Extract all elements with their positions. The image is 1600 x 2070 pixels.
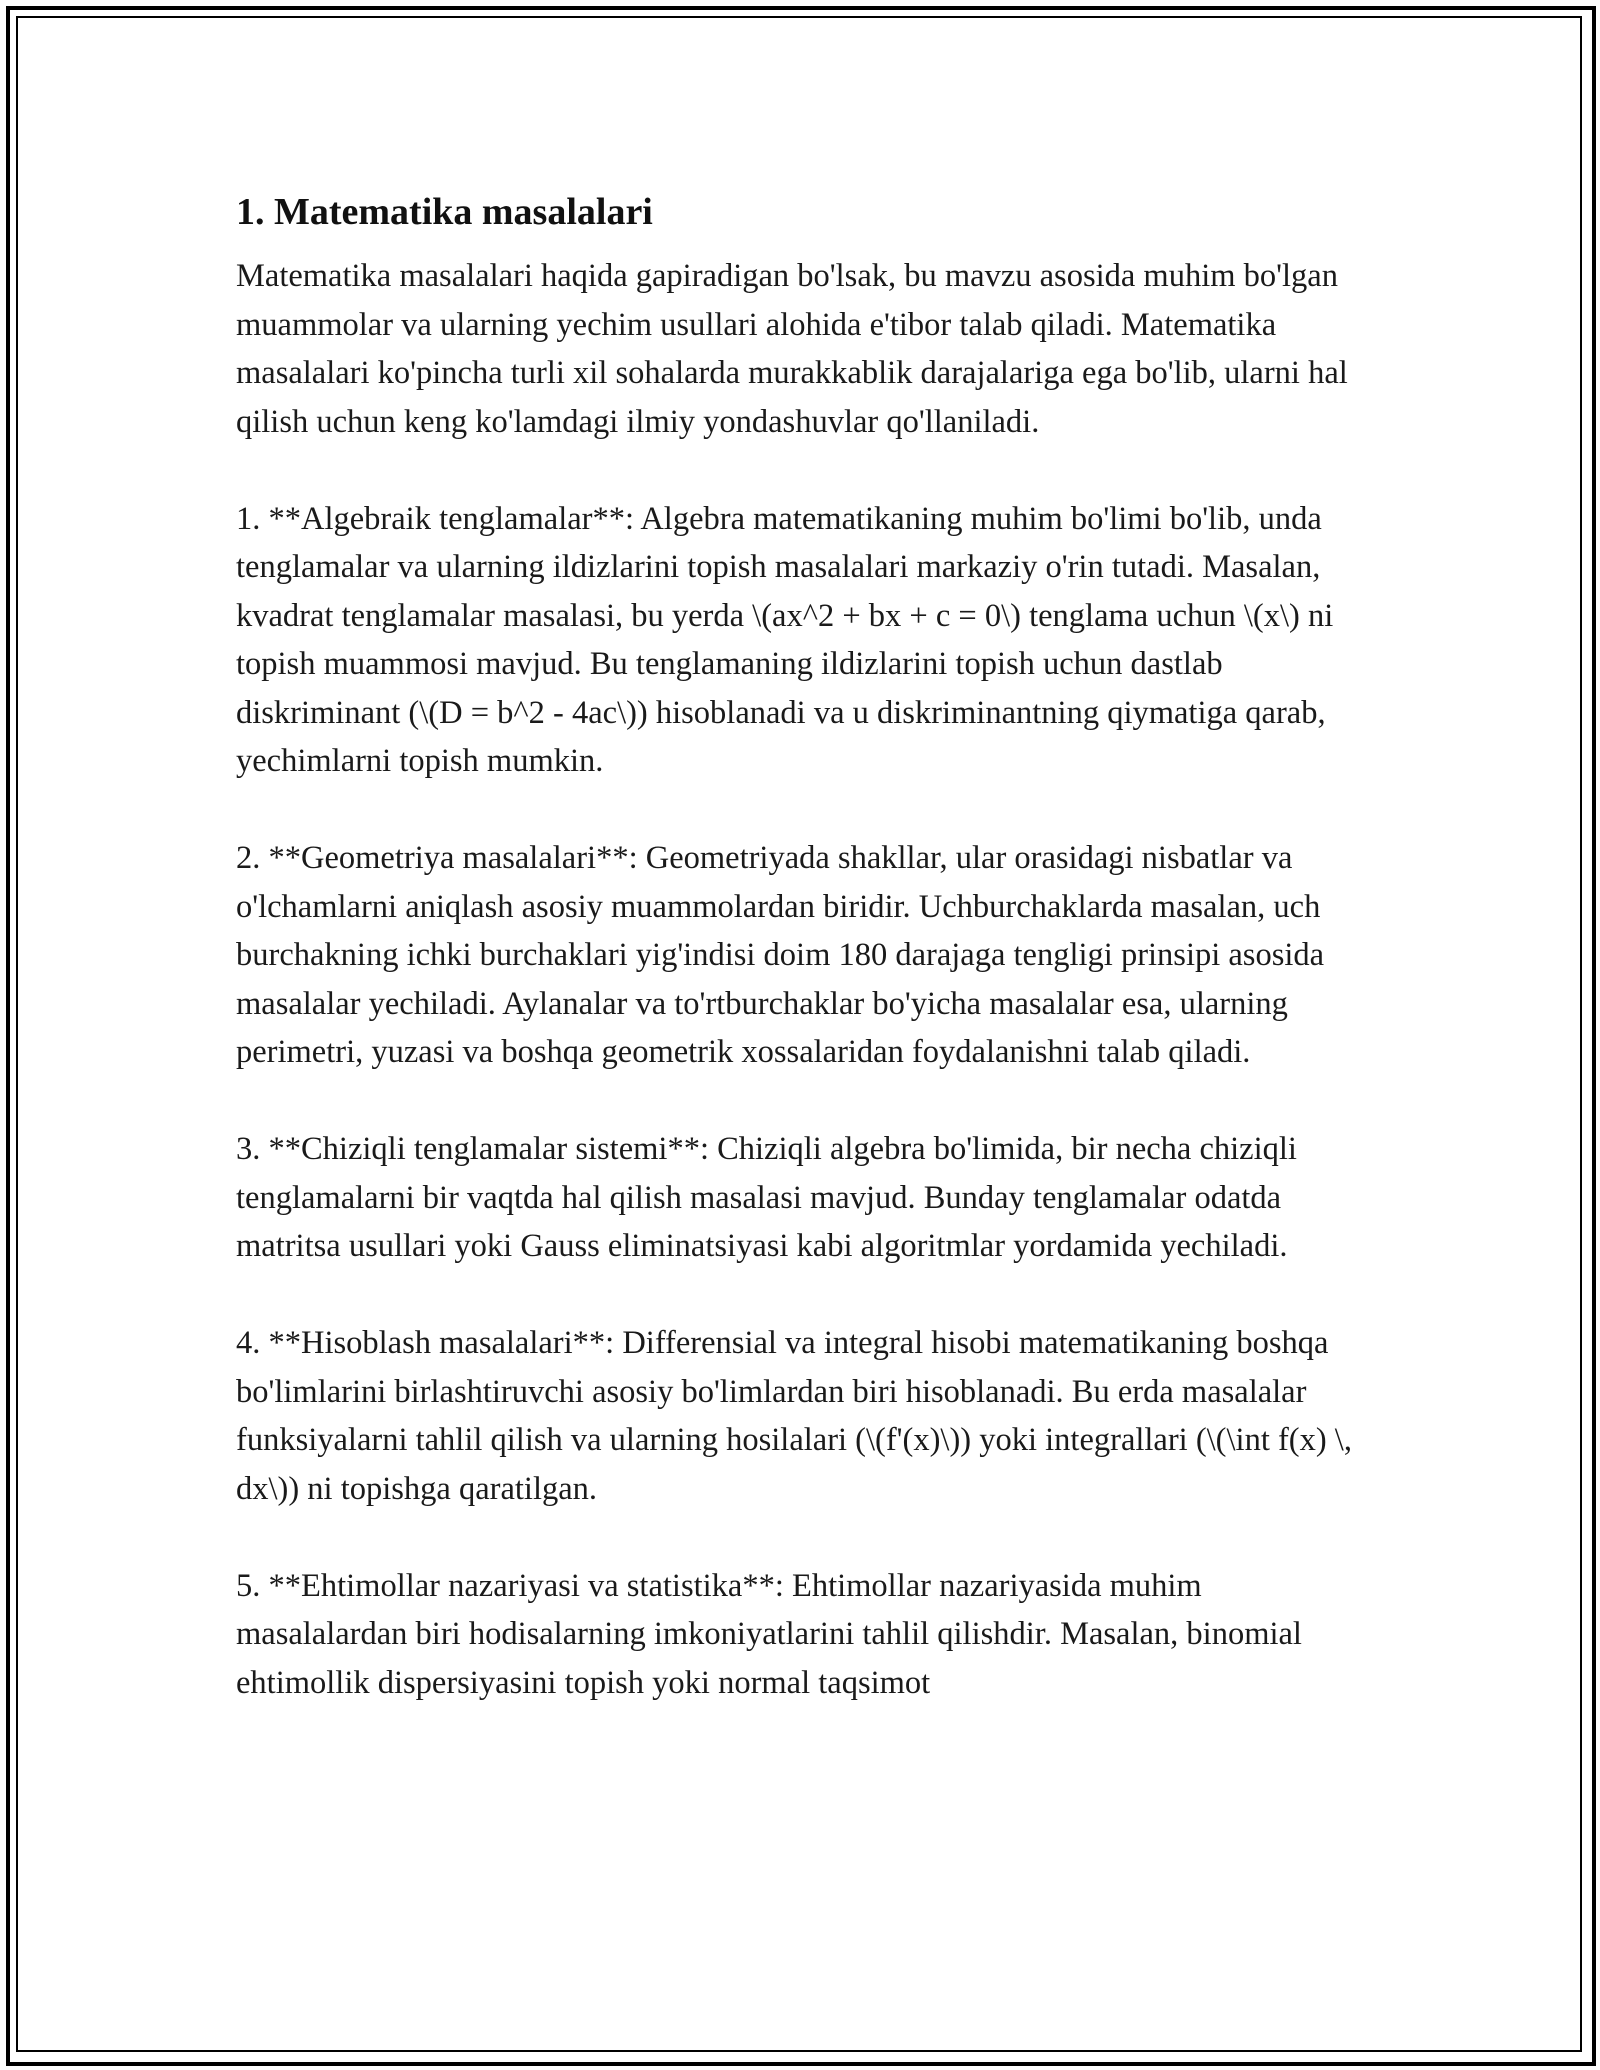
linear-systems-paragraph: 3. **Chiziqli tenglamalar sistemi**: Chiziqli algebra bo'limida, bir necha chiziqli tenglamalarni bir vaqtda hal qilish masalasi mavjud. Bunday tenglamalar odatda matritsa usullari yoki Gauss eliminatsiyasi kabi algoritmlar yordamida yechiladi. — [236, 1131, 1297, 1264]
intro-paragraph: Matematika masalalari haqida gapiradigan bo'lsak, bu mavzu asosida muhim bo'lgan muammolar va ularning yechim usullari alohida e'tibor talab qiladi. Matematika masalalari ko'pincha turli xil sohalarda murakkablik darajalariga ega bo'lib, ularni hal qilish uchun keng ko'lamdagi ilmiy yondashuvlar qo'llaniladi. — [236, 258, 1348, 440]
probability-paragraph: 5. **Ehtimollar nazariyasi va statistika**: Ehtimollar nazariyasida muhim masalalardan biri hodisalarning imkoniyatlarini tahlil qilishdir. Masalan, binomial ehtimollik dispersiyasini topish yoki normal taqsimot — [236, 1567, 1302, 1701]
algebra-paragraph: 1. **Algebraik tenglamalar**: Algebra matematikaning muhim bo'limi bo'lib, unda tenglamalar va ularning ildizlarini topish masalalari markaziy o'rin tutadi. Masalan, kvadrat tenglamalar masalasi, bu yerda \(ax^2 + bx + c = 0\) tenglama uchun \(x\) ni topish muammosi mavjud. Bu tenglamaning ildizlarini topish uchun dastlab diskriminant (\(D = b^2 - 4ac\)) hisoblanadi va u diskriminantning qiymatiga qarab, yechimlarni topish mumkin. — [236, 500, 1334, 779]
calculus-paragraph: 4. **Hisoblash masalalari**: Differensial va integral hisobi matematikaning boshqa bo'limlarini birlashtiruvchi asosiy bo'limlardan biri hisoblanadi. Bu erda masalalar funksiyalarni tahlil qilish va ularning hosilalari (\(f'(x)\)) yoki integrallari (\(\int f(x) \, dx\)) ni topishga qaratilgan. — [236, 1325, 1352, 1507]
document-body — [236, 186, 1376, 1707]
section-heading: 1. Matematika masalalari — [236, 191, 653, 233]
geometry-paragraph: 2. **Geometriya masalalari**: Geometriyada shakllar, ular orasidagi nisbatlar va o'lchamlarni aniqlash asosiy muammolardan biridir. Uchburchaklarda masalan, uch burchakning ichki burchaklari yig'indisi doim 180 darajaga tengligi prinsipi asosida masalalar yechiladi. Aylanalar va to'rtburchaklar bo'yicha masalalar esa, ularning perimetri, yuzasi va boshqa geometrik xossalaridan foydalanishni talab qiladi. — [236, 840, 1325, 1070]
